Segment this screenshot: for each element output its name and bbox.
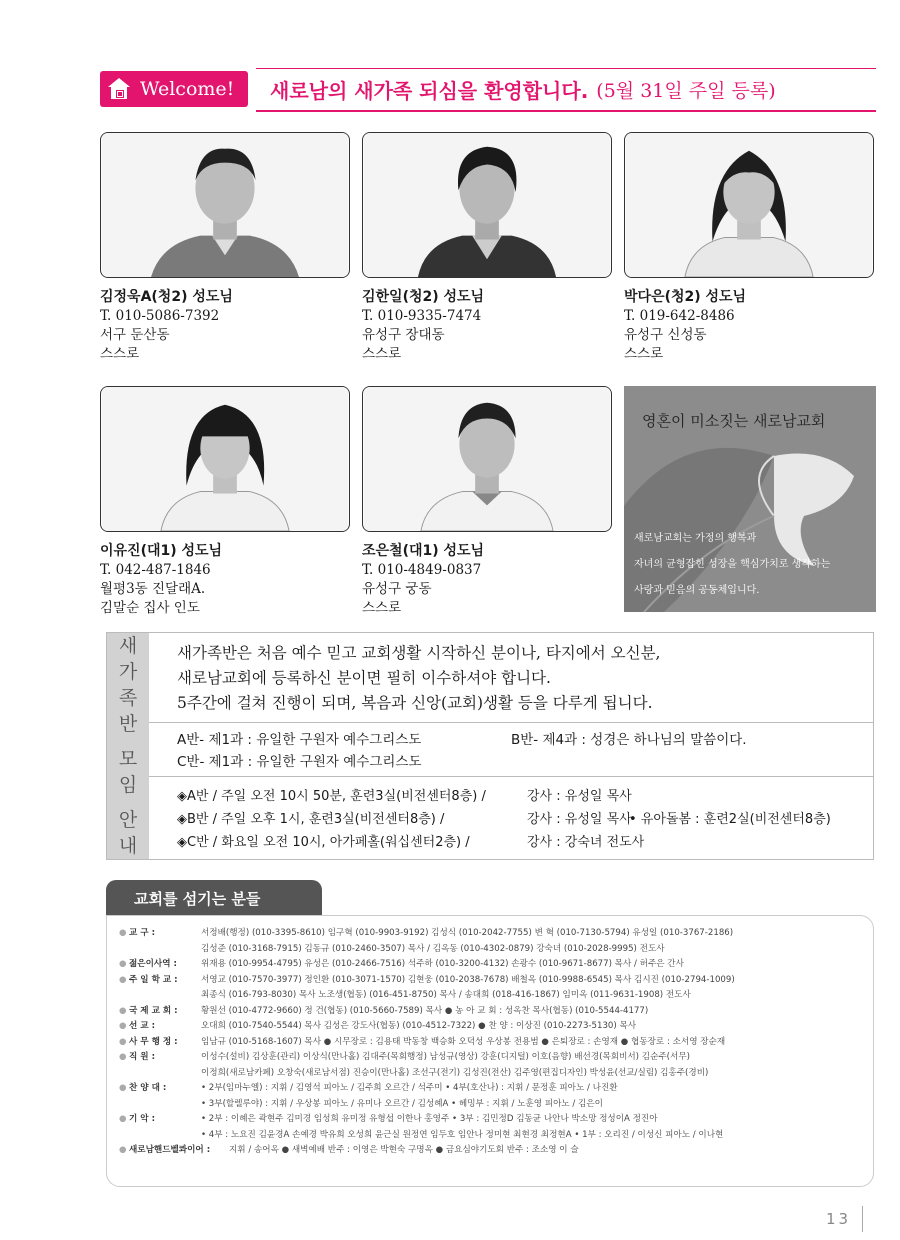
member-photo <box>362 386 612 532</box>
bullet-icon: ● <box>119 1052 127 1062</box>
staff-label <box>129 988 201 1004</box>
schedule-class: ◈B반 / 주일 오후 1시, 훈련3실(비전센터8층) / <box>177 812 445 827</box>
staff-value: 최종식 (016-793-8030) 목사 노조생(협동) (016-451-8750) 목사 / 송대희 (018-416-1867) 임미옥 (011-9631-1908) 전도사 <box>201 990 691 1000</box>
member-via: 김말순 집사 인도 <box>100 600 200 616</box>
member-card <box>100 386 350 617</box>
church-promo-panel <box>624 386 876 612</box>
member-phone: T. 019-642-8486 <box>624 308 735 324</box>
page-number: 13 <box>826 1210 852 1228</box>
bullet-icon: ● <box>119 974 127 985</box>
staff-value: 서정배(행정) (010-3395-8610) 임구혁 (010-9903-9192) 김성식 (010-2042-7755) 변 혁 (010-7130-5794) 유성일 (010-3767-2186) <box>201 928 734 938</box>
staff-row <box>119 1050 865 1066</box>
staff-value: 위재용 (010-9954-4795) 유성은 (010-2466-7516) 석주하 (010-3200-4132) 손광수 (010-9671-8677) 목사 / 허주은 간사 <box>201 959 684 969</box>
lesson-b: B반- 제4과 : 성경은 하나님의 말씀이다. <box>511 732 747 748</box>
welcome-header <box>100 68 876 112</box>
staff-value: 임남규 (010-5168-1607) 목사 ● 시무장로 : 김용태 박동창 백승화 오덕성 우상봉 전용범 ● 은퇴장로 : 손영재 ● 협동장로 : 소서영 장순재 <box>201 1036 726 1047</box>
page-number-divider <box>862 1206 863 1232</box>
schedule-lecturer: 강사 : 강숙녀 전도사 <box>527 835 645 850</box>
member-via: 스스로 <box>100 346 140 362</box>
staff-value: 오대희 (010-7540-5544) 목사 김성은 강도사(협동) (010-4512-7322) ● 찬 양 : 이상진 (010-2273-5130) 목사 <box>201 1021 637 1031</box>
member-card <box>362 386 612 617</box>
staff-row <box>119 1035 865 1051</box>
promo-line: 사랑과 믿음의 공동체입니다. <box>634 585 760 596</box>
side-char: 반 <box>118 713 138 735</box>
staff-label <box>129 1097 201 1113</box>
staff-section-tab <box>106 880 322 916</box>
staff-value: 서영교 (010-7570-3977) 정인환 (010-3071-1570) 김현웅 (010-2038-7678) 배철옥 (010-9988-6545) 목사 김시진 (010-2794-1009) <box>201 974 735 985</box>
person-photo-icon <box>101 133 349 277</box>
header-title-bar <box>256 68 876 112</box>
guide-intro <box>149 633 873 723</box>
staff-value: 이정희(새로남카페) 오창숙(새로남서점) 진승이(만나홀) 조선구(전기) 김성진(전산) 김주영(편집디자인) 박성윤(선교/실림) 김홍주(경비) <box>201 1067 709 1078</box>
promo-text <box>634 526 870 604</box>
childcare-note: • 유아돌봄 : 훈련2실(비전센터8층) <box>629 812 831 827</box>
staff-row <box>119 942 865 958</box>
person-photo-icon <box>101 387 349 531</box>
member-name: 조은철(대1) 성도님 <box>362 543 485 559</box>
lesson-c: C반- 제1과 : 유일한 구원자 예수그리스도 <box>177 754 422 770</box>
member-phone: T. 010-9335-7474 <box>362 308 482 324</box>
staff-value: • 2부 : 이혜은 곽현주 김미경 임성희 유미정 유형섭 이한나 홍영주 • 3부 : 김민정D 김동균 나안나 박소망 정성이A 정진아 <box>201 1114 658 1124</box>
person-photo-icon <box>625 133 873 277</box>
member-photo <box>100 132 350 278</box>
staff-value: • 2부(임마누엘) : 지휘 / 김영석 피아노 / 김주희 오르간 / 석주미 • 4부(호산나) : 지휘 / 문정훈 피아노 / 나진환 <box>201 1083 618 1093</box>
staff-row <box>119 1112 865 1128</box>
side-char: 안 <box>118 809 138 831</box>
staff-section-title: 교회를 섬기는 분들 <box>134 889 261 908</box>
staff-row <box>119 1097 865 1113</box>
intro-line: 5주간에 걸쳐 진행이 되며, 복음과 신앙(교회)생활 등을 다루게 됩니다. <box>177 694 653 712</box>
page-title: 새로남의 새가족 되심을 환영합니다. <box>270 79 589 103</box>
promo-line: 자녀의 균형잡힌 성장을 핵심가치로 생각하는 <box>634 559 831 570</box>
bullet-icon: ● <box>119 1036 127 1047</box>
member-photo <box>624 132 874 278</box>
staff-row <box>119 1081 865 1097</box>
staff-row <box>119 926 865 942</box>
promo-line: 새로남교회는 가정의 행복과 <box>634 533 757 544</box>
staff-list <box>106 915 874 1187</box>
schedule-row <box>177 785 873 808</box>
bullet-icon: ● <box>119 1021 127 1031</box>
schedule-lecturer: 강사 : 유성일 목사 <box>527 812 632 827</box>
staff-label: 사 무 행 정 : <box>129 1036 178 1047</box>
staff-row <box>119 1143 865 1159</box>
staff-value: 황원선 (010-4772-9660) 정 건(협동) (010-5660-7589) 목사 ● 농 아 교 회 : 성옥찬 목사(협동) (010-5544-4177) <box>201 1005 649 1016</box>
welcome-badge-label: Welcome! <box>140 78 235 100</box>
staff-row <box>119 973 865 989</box>
member-name: 박다은(청2) 성도님 <box>624 289 747 305</box>
member-photo <box>100 386 350 532</box>
schedule-row <box>177 808 873 831</box>
bullet-icon: ● <box>119 1005 127 1016</box>
guide-schedule <box>149 777 873 861</box>
staff-row <box>119 957 865 973</box>
member-area: 월평3동 진달래A. <box>100 581 206 597</box>
member-area: 유성구 신성동 <box>624 327 707 343</box>
side-char: 새 <box>118 635 138 657</box>
side-char: 가 <box>118 661 138 683</box>
member-card <box>624 132 874 363</box>
member-area: 서구 둔산동 <box>100 327 170 343</box>
bullet-icon: ● <box>119 928 127 938</box>
member-via: 스스로 <box>624 346 664 362</box>
staff-label: 찬 양 대 : <box>129 1083 167 1093</box>
staff-row <box>119 988 865 1004</box>
staff-row <box>119 1066 865 1082</box>
member-area: 유성구 궁동 <box>362 581 432 597</box>
side-char: 모 <box>118 748 138 770</box>
schedule-row <box>177 831 873 854</box>
lesson-a: A반- 제1과 : 유일한 구원자 예수그리스도 <box>177 732 422 748</box>
guide-side-label <box>107 633 149 859</box>
staff-label: 국 제 교 회 : <box>129 1005 178 1016</box>
staff-label: 선 교 : <box>129 1021 156 1031</box>
staff-label <box>129 942 201 958</box>
staff-value: 김성준 (010-3168-7915) 김동규 (010-2460-3507) 목사 / 김옥동 (010-4302-0879) 강숙녀 (010-2028-9995) 전도사 <box>201 943 665 954</box>
bullet-icon: ● <box>119 959 127 969</box>
member-name: 김한일(청2) 성도님 <box>362 289 485 305</box>
new-family-class-guide <box>106 632 874 860</box>
intro-line: 새가족반은 처음 예수 믿고 교회생활 시작하신 분이나, 타지에서 오신분, <box>177 644 661 662</box>
staff-value: • 4부 : 노요진 김윤경A 손예경 박유희 오성희 윤근실 원정연 임두호 임안나 정미현 최현경 최정현A • 1부 : 오리진 / 이성신 피아노 / 이나현 <box>201 1129 724 1140</box>
staff-value: 지휘 / 송어옥 ● 새벽예배 반주 : 이영은 박현숙 구명옥 ● 금요심야기도회 반주 : 조소영 이 슬 <box>229 1145 579 1155</box>
member-phone: T. 010-4849-0837 <box>362 562 482 578</box>
registration-date: (5월 31일 주일 등록) <box>596 80 776 102</box>
schedule-lecturer: 강사 : 유성일 목사 <box>527 789 632 804</box>
staff-label: 교 구 : <box>129 928 156 938</box>
staff-label: 젊은이사역 : <box>129 959 177 969</box>
bullet-icon: ● <box>119 1083 127 1093</box>
bullet-icon: ● <box>119 1145 127 1155</box>
member-photo <box>362 132 612 278</box>
staff-row <box>119 1019 865 1035</box>
person-photo-icon <box>363 387 611 531</box>
staff-label: 기 악 : <box>129 1114 156 1124</box>
member-card <box>362 132 612 363</box>
schedule-class: ◈A반 / 주일 오전 10시 50분, 훈련3실(비전센터8층) / <box>177 789 486 804</box>
staff-value: • 3부(할렐루야) : 지휘 / 우상봉 피아노 / 유미나 오르간 / 김성혜A • 헤밍부 : 지휘 / 노훈영 피아노 / 김은이 <box>201 1098 603 1109</box>
member-area: 유성구 장대동 <box>362 327 445 343</box>
side-char: 임 <box>118 774 138 796</box>
staff-label: 새로남핸드벨콰이어 : <box>129 1145 211 1155</box>
person-photo-icon <box>363 133 611 277</box>
staff-label <box>129 1128 201 1144</box>
member-name: 이유진(대1) 성도님 <box>100 543 223 559</box>
guide-lessons <box>149 723 873 777</box>
member-card <box>100 132 350 363</box>
schedule-class: ◈C반 / 화요일 오전 10시, 아가페홀(워십센터2층) / <box>177 835 470 850</box>
member-name: 김정욱A(청2) 성도님 <box>100 289 233 305</box>
promo-title: 영혼이 미소짓는 새로남교회 <box>642 412 826 430</box>
member-via: 스스로 <box>362 600 402 616</box>
member-phone: T. 042-487-1846 <box>100 562 211 578</box>
member-phone: T. 010-5086-7392 <box>100 308 220 324</box>
house-icon <box>108 78 130 100</box>
staff-label: 직 원 : <box>129 1052 156 1062</box>
member-via: 스스로 <box>362 346 402 362</box>
side-char: 족 <box>118 687 138 709</box>
staff-row <box>119 1128 865 1144</box>
bullet-icon: ● <box>119 1114 127 1124</box>
staff-label: 주 일 학 교 : <box>129 974 178 985</box>
staff-label <box>129 1066 201 1082</box>
intro-line: 새로남교회에 등록하신 분이면 필히 이수하셔야 합니다. <box>177 669 551 687</box>
staff-value: 이성수(설비) 김상훈(관리) 이상식(만나홀) 김대주(목회행정) 남성규(영상) 강훈(디지털) 이호(음향) 배선경(목회비서) 김순주(서무) <box>201 1052 690 1062</box>
staff-row <box>119 1004 865 1020</box>
welcome-badge <box>100 71 248 107</box>
side-char: 내 <box>118 835 138 857</box>
